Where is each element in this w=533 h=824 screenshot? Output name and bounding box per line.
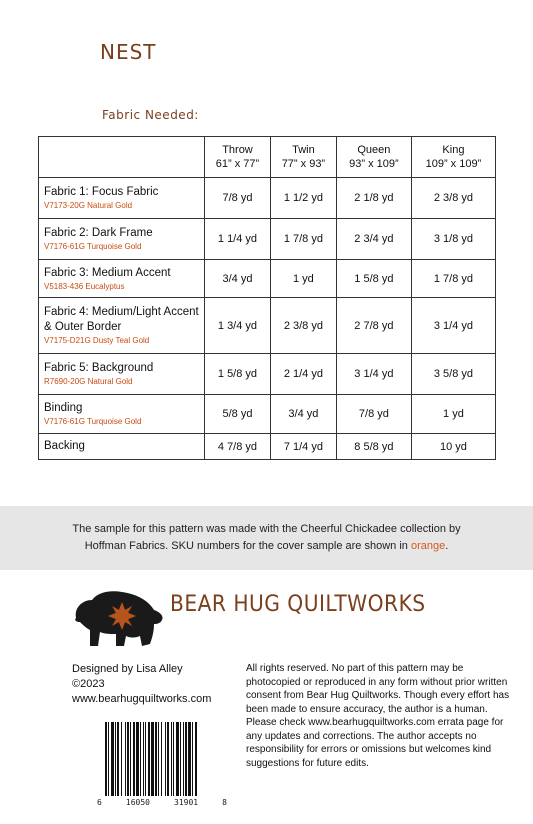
- barcode-bar: [108, 722, 109, 796]
- row-label: Binding V7176-61G Turquoise Gold: [39, 395, 205, 434]
- sample-info-band: [0, 506, 533, 570]
- table-cell: 3 5/8 yd: [411, 354, 495, 395]
- fabric-table: [38, 136, 496, 460]
- brand-name: BEAR HUG QUILTWORKS: [170, 592, 426, 617]
- table-cell: 1 1/2 yd: [270, 178, 336, 219]
- sample-info-text: The sample for this pattern was made with the Cheerful Chickadee collection by Hoffman Fabrics. SKU numbers for the cover sample are shown in orange.: [72, 523, 461, 552]
- fabric-needed-heading: Fabric Needed:: [102, 108, 199, 122]
- table-row: [39, 260, 496, 298]
- barcode-bar: [143, 722, 144, 796]
- barcode-bar: [136, 722, 139, 796]
- barcode-bar: [180, 722, 181, 796]
- barcode-bar: [155, 722, 157, 796]
- barcode-bar: [188, 722, 191, 796]
- column-header-queen: Queen 93” x 109”: [336, 137, 411, 178]
- table-cell: 3/4 yd: [205, 260, 271, 298]
- barcode-bar: [140, 722, 141, 796]
- table-cell: 3 1/4 yd: [411, 298, 495, 354]
- column-header-twin: Twin 77” x 93”: [270, 137, 336, 178]
- table-cell: 1 1/4 yd: [205, 219, 271, 260]
- barcode-bar: [195, 722, 197, 796]
- row-label: Fabric 2: Dark Frame V7176-61G Turquoise Gold: [39, 219, 205, 260]
- table-cell: 8 5/8 yd: [336, 434, 411, 460]
- barcode-bar: [183, 722, 184, 796]
- row-label: Backing: [39, 434, 205, 460]
- barcode-bar: [145, 722, 146, 796]
- table-cell: 1 3/4 yd: [205, 298, 271, 354]
- barcode-bar: [148, 722, 150, 796]
- barcode-bar: [165, 722, 166, 796]
- barcode-bar: [192, 722, 193, 796]
- row-label: Fabric 4: Medium/Light Accent & Outer Border V7175-D21G Dusty Teal Gold: [39, 298, 205, 354]
- table-cell: 4 7/8 yd: [205, 434, 271, 460]
- table-row: [39, 219, 496, 260]
- table-cell: 3 1/4 yd: [336, 354, 411, 395]
- table-row: [39, 298, 496, 354]
- barcode-bar: [133, 722, 135, 796]
- barcode-bar: [121, 722, 122, 796]
- row-label: Fabric 1: Focus Fabric V7173-20G Natural Gold: [39, 178, 205, 219]
- table-row: [39, 434, 496, 460]
- bear-logo-icon: [70, 588, 166, 650]
- barcode-bar: [111, 722, 114, 796]
- barcode-bar: [167, 722, 169, 796]
- table-cell: 2 1/4 yd: [270, 354, 336, 395]
- barcode-bar: [173, 722, 174, 796]
- barcode-bar: [158, 722, 159, 796]
- table-cell: 1 yd: [411, 395, 495, 434]
- table-row: [39, 354, 496, 395]
- table-cell: 5/8 yd: [205, 395, 271, 434]
- table-cell: 2 3/8 yd: [411, 178, 495, 219]
- table-cell: 2 3/8 yd: [270, 298, 336, 354]
- table-cell: 2 3/4 yd: [336, 219, 411, 260]
- orange-word: orange: [410, 540, 446, 552]
- table-cell: 1 5/8 yd: [205, 354, 271, 395]
- row-label: Fabric 5: Background R7690-20G Natural Gold: [39, 354, 205, 395]
- table-row: [39, 395, 496, 434]
- barcode: [97, 722, 227, 814]
- barcode-bar: [115, 722, 116, 796]
- row-label: Fabric 3: Medium Accent V5183-436 Eucalyptus: [39, 260, 205, 298]
- table-cell: 10 yd: [411, 434, 495, 460]
- barcode-number: 6 16050 31901 8: [97, 798, 227, 807]
- rights-notice: All rights reserved. No part of this pattern may be photocopied or reproduced in any form without prior written consent from Bear Hug Quiltworks. Though every effort has been made to ensure accuracy, the author is a human. Please check www.bearhugquiltworks.com errata page for any updates and corrections. The author accepts no responsibility for errors or omissions but welcomes kind suggestions for future edits.: [246, 663, 510, 769]
- table-cell: 1 5/8 yd: [336, 260, 411, 298]
- barcode-bar: [151, 722, 154, 796]
- column-header-king: King 109” x 109”: [411, 137, 495, 178]
- table-cell: 1 7/8 yd: [411, 260, 495, 298]
- barcode-bars-icon: [97, 722, 227, 798]
- designer-info: Designed by Lisa Alley ©2023 www.bearhugquiltworks.com: [72, 663, 212, 705]
- barcode-bar: [176, 722, 179, 796]
- table-row: [39, 178, 496, 219]
- barcode-bar: [105, 722, 107, 796]
- table-header-row: [39, 137, 496, 178]
- barcode-bar: [185, 722, 187, 796]
- table-cell: 7/8 yd: [336, 395, 411, 434]
- barcode-bar: [117, 722, 119, 796]
- table-corner-cell: [39, 137, 205, 178]
- barcode-bar: [130, 722, 131, 796]
- table-cell: 3/4 yd: [270, 395, 336, 434]
- table-cell: 2 7/8 yd: [336, 298, 411, 354]
- barcode-bar: [127, 722, 129, 796]
- table-cell: 7 1/4 yd: [270, 434, 336, 460]
- page-title: NEST: [100, 40, 157, 64]
- table-cell: 3 1/8 yd: [411, 219, 495, 260]
- table-cell: 1 yd: [270, 260, 336, 298]
- table-cell: 1 7/8 yd: [270, 219, 336, 260]
- barcode-bar: [171, 722, 172, 796]
- barcode-bar: [161, 722, 162, 796]
- table-cell: 7/8 yd: [205, 178, 271, 219]
- column-header-throw: Throw 61” x 77”: [205, 137, 271, 178]
- table-cell: 2 1/8 yd: [336, 178, 411, 219]
- barcode-bar: [125, 722, 126, 796]
